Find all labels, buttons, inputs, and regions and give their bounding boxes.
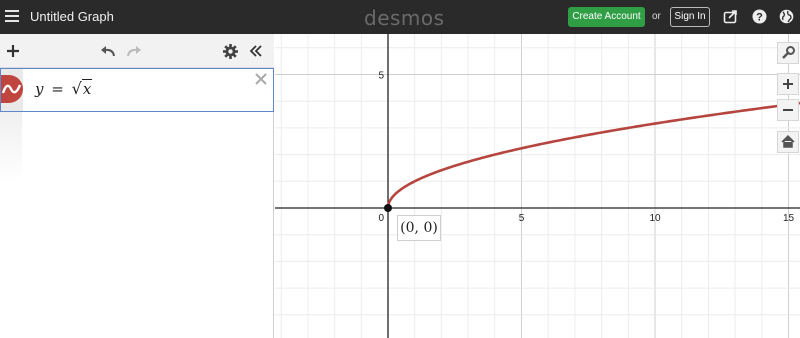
x-tick-label: 0 bbox=[378, 213, 384, 224]
curve-color-swatch[interactable] bbox=[1, 75, 23, 103]
expression-lhs: y bbox=[35, 80, 44, 98]
zoom-in-plus-icon[interactable] bbox=[777, 73, 799, 95]
desmos-logo: desmos bbox=[364, 6, 445, 30]
expression-row[interactable] bbox=[0, 68, 274, 112]
expression-equals: = bbox=[51, 80, 64, 98]
y-tick-label: 5 bbox=[378, 70, 384, 82]
undo-icon[interactable] bbox=[100, 44, 116, 63]
default-viewport-home-icon[interactable] bbox=[777, 131, 799, 153]
x-tick-label: 15 bbox=[782, 213, 795, 224]
redo-icon[interactable] bbox=[126, 44, 142, 63]
sign-in-button[interactable]: Sign In bbox=[670, 7, 710, 27]
graph-canvas[interactable] bbox=[275, 34, 800, 338]
x-tick-label: 5 bbox=[518, 213, 525, 224]
or-label: or bbox=[652, 11, 661, 22]
expression-tab bbox=[1, 69, 23, 111]
graph-title[interactable]: Untitled Graph bbox=[30, 9, 114, 24]
sqrt-curve bbox=[388, 103, 800, 208]
sqrt-symbol: √ bbox=[71, 79, 82, 98]
add-expression-plus-icon[interactable] bbox=[6, 44, 20, 63]
help-icon[interactable] bbox=[752, 9, 767, 24]
expression-toolbar bbox=[0, 34, 274, 68]
empty-expression-tab[interactable] bbox=[0, 112, 22, 184]
graph-paper[interactable] bbox=[275, 34, 800, 338]
expression-input[interactable] bbox=[35, 79, 92, 98]
hamburger-icon[interactable] bbox=[5, 9, 19, 23]
top-bar bbox=[0, 0, 800, 34]
gear-icon[interactable] bbox=[223, 44, 238, 64]
globe-icon[interactable] bbox=[779, 9, 794, 24]
share-icon[interactable] bbox=[723, 9, 738, 24]
origin-point bbox=[384, 204, 392, 212]
point-label: (0, 0) bbox=[397, 215, 441, 241]
expression-radicand: x bbox=[82, 80, 92, 98]
collapse-panel-icon[interactable] bbox=[249, 44, 263, 63]
graph-settings-wrench-icon[interactable] bbox=[777, 42, 799, 64]
zoom-out-minus-icon[interactable] bbox=[777, 99, 799, 121]
svg-text:?: ? bbox=[756, 11, 763, 24]
expression-panel bbox=[0, 34, 274, 338]
delete-expression-close-icon[interactable] bbox=[253, 71, 269, 87]
create-account-button[interactable]: Create Account bbox=[568, 7, 645, 27]
x-tick-label: 10 bbox=[649, 213, 661, 224]
